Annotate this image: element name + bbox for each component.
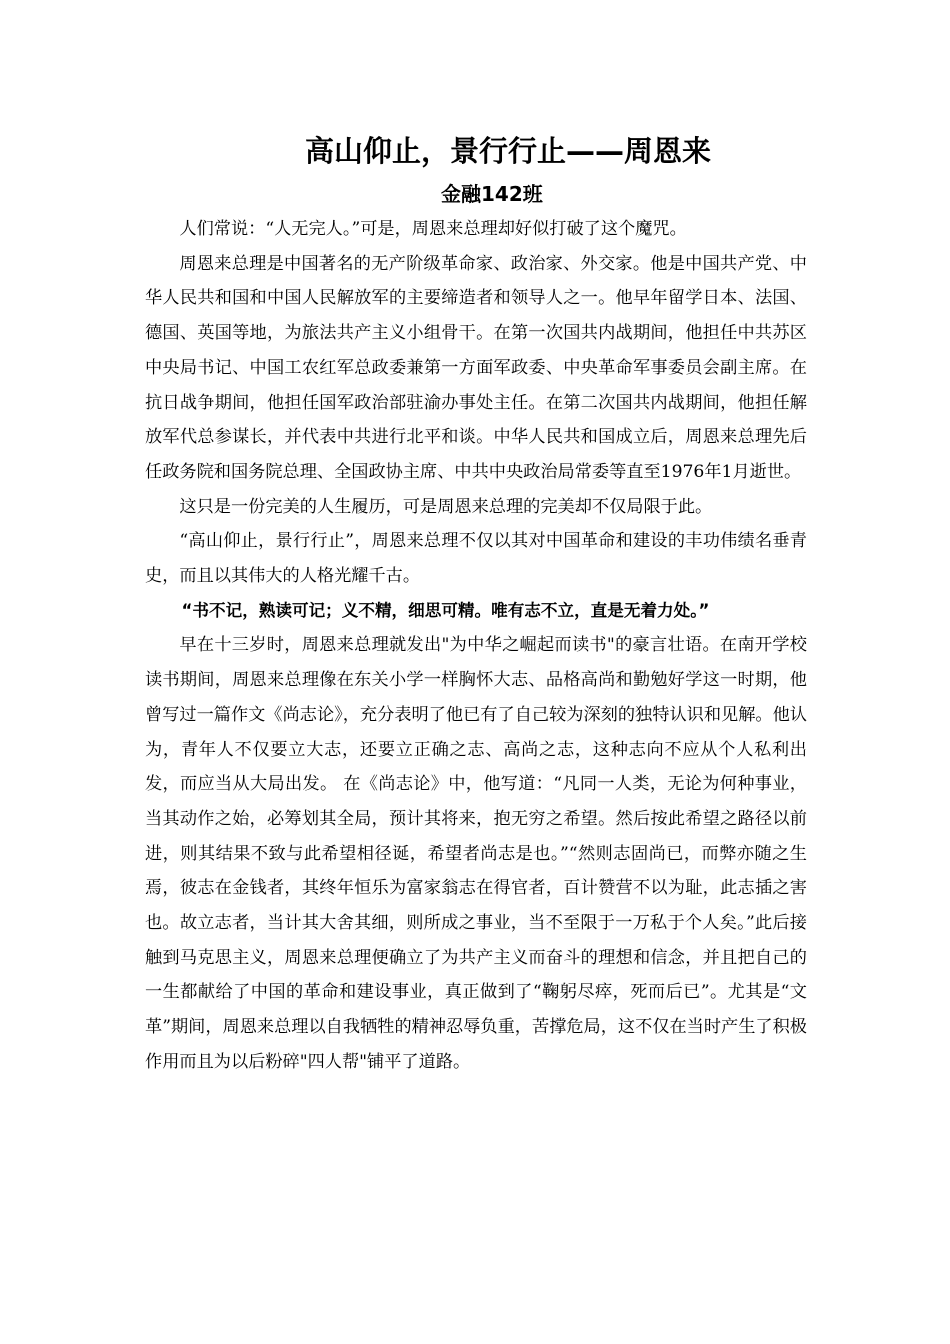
paragraph-biography: 周恩来总理是中国著名的无产阶级革命家、政治家、外交家。他是中国共产党、中华人民共和国和中国人民解放军的主要缔造者和领导人之一。他早年留学日本、法国、德国、英国等地，为旅法共产主义小组骨干。在第一次国共内战期间，他担任中共苏区中央局书记、中国工农红军总政委兼第一方面军政委、中央革命军事委员会副主席。在抗日战争期间，他担任国军政治部驻渝办事处主任。在第二次国共内战期间，他担任解放军代总参谋长，并代表中共进行北平和谈。中华人民共和国成立后，周恩来总理先后任政务院和国务院总理、全国政协主席、中共中央政治局常委等直至1976年1月逝世。	[145, 253, 807, 482]
paragraph-virtue: “高山仰止，景行行止”，周恩来总理不仅以其对中国革命和建设的丰功伟绩名垂青史，而且以其伟大的人格光耀千古。	[145, 531, 807, 587]
document-title: 高山仰止，景行行止——周恩来	[305, 134, 712, 168]
paragraph-quote: “书不记，熟读可记；义不精，细思可精。唯有志不立，直是无着力处。”	[181, 600, 710, 620]
paragraph-ambition: 早在十三岁时，周恩来总理就发出"为中华之崛起而读书"的豪言壮语。在南开学校读书期间，周恩来总理像在东关小学一样胸怀大志、品格高尚和勤勉好学这一时期，他曾写过一篇作文《尚志论》，充分表明了他已有了自己较为深刻的独特认识和见解。他认为，青年人不仅要立大志，还要立正确之志、高尚之志，这种志向不应从个人私利出发，而应当从大局出发。 在《尚志论》中，他写道：“凡同一人类，无论为何种事业，当其动作之始，必筹划其全局，预计其将来，抱无穷之希望。然后按此希望之路径以前进，则其结果不致与此希望相径诞，希望者尚志是也。”“然则志固尚已，而弊亦随之生焉，彼志在金钱者，其终年恒乐为富家翁志在得官者，百计赞营不以为耻，此志插之害也。故立志者，当计其大舍其细，则所成之事业，当不至限于一万私于个人矣。”此后接触到马克思主义，周恩来总理便确立了为共产主义而奋斗的理想和信念，并且把自己的一生都献给了中国的革命和建设事业，真正做到了“鞠躬尽瘁，死而后已”。尤其是“文革”期间，周恩来总理以自我牺牲的精神忍辱负重，苦撑危局，这不仅在当时产生了积极作用而且为以后粉碎"四人帮"铺平了道路。	[145, 635, 807, 1072]
document-body	[145, 212, 807, 1080]
paragraph-transition: 这只是一份完美的人生履历，可是周恩来总理的完美却不仅局限于此。	[179, 496, 713, 517]
document-page	[145, 128, 807, 1080]
paragraph-intro: 人们常说：“人无完人。”可是，周恩来总理却好似打破了这个魔咒。	[179, 219, 687, 239]
document-subtitle: 金融142班	[441, 182, 543, 206]
